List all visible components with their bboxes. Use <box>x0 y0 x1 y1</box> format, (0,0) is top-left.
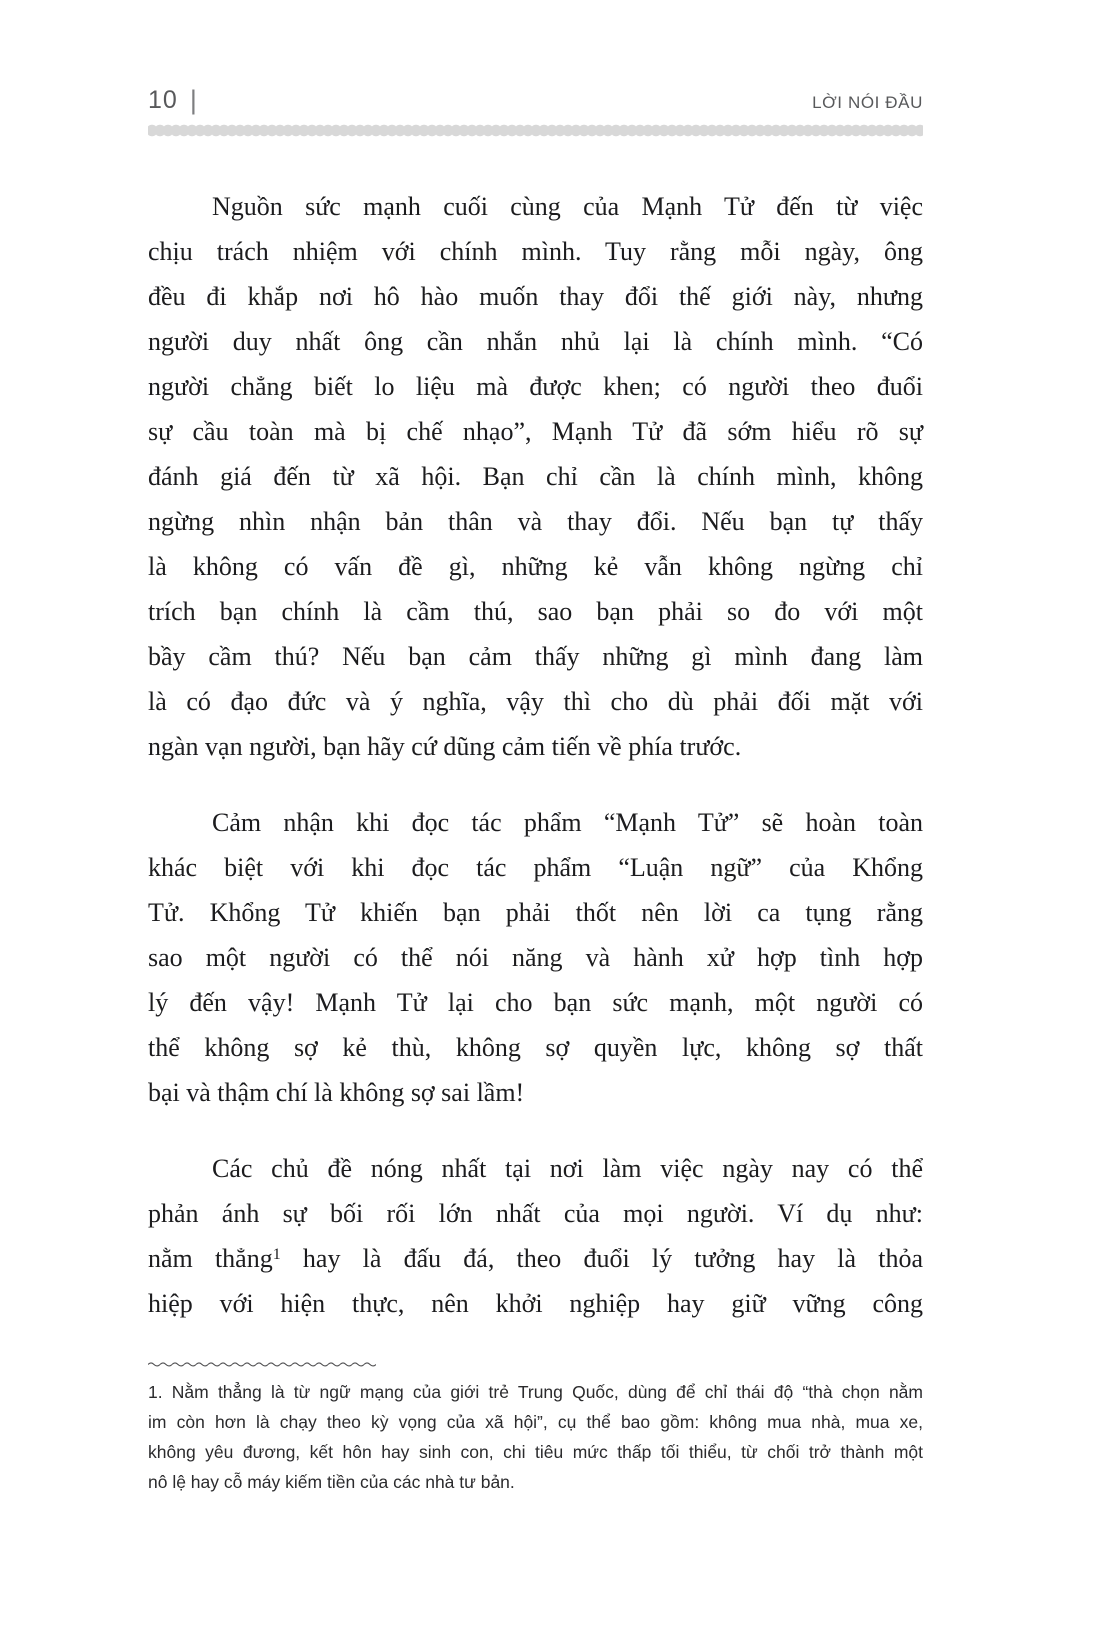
text-line: bại và thậm chí là không sợ sai lầm! <box>148 1078 525 1107</box>
text-line: lý đến vậy! Mạnh Tử lại cho bạn sức mạnh, một người có <box>148 988 923 1017</box>
text-line: sao một người có thể nói năng và hành xử hợp tình hợp <box>148 943 923 972</box>
text-line: là có đạo đức và ý nghĩa, vậy thì cho dù phải đối mặt với <box>148 687 923 716</box>
text-line: Các chủ đề nóng nhất tại nơi làm việc ngày nay có thể <box>212 1154 923 1183</box>
footnote-line: không yêu đương, kết hôn hay sinh con, chi tiêu mức thấp tối thiểu, từ chối trở thành một <box>148 1442 923 1462</box>
text-line: phản ánh sự bối rối lớn nhất của mọi người. Ví dụ như: <box>148 1199 923 1228</box>
text-line: Tử. Khổng Tử khiến bạn phải thốt nên lời ca tụng rằng <box>148 898 923 927</box>
running-header <box>148 0 923 115</box>
body-text <box>148 137 923 1326</box>
footnote-line: 1. Nằm thẳng là từ ngữ mạng của giới trẻ Trung Quốc, dùng để chỉ thái độ “thà chọn nằm <box>148 1382 923 1402</box>
page-number <box>148 84 198 115</box>
text-line: đánh giá đến từ xã hội. Bạn chỉ cần là chính mình, không <box>148 462 923 491</box>
page-number-value: 10 <box>148 86 178 114</box>
header-scallop-band <box>148 124 923 137</box>
page-number-divider: | <box>189 85 198 115</box>
paragraph <box>148 1146 923 1326</box>
text-line: đều đi khắp nơi hô hào muốn thay đổi thế giới này, nhưng <box>148 282 923 311</box>
paragraph <box>148 184 923 769</box>
footnote-line: im còn hơn là chạy theo kỳ vọng của xã hội”, cụ thể bao gồm: không mua nhà, mua xe, <box>148 1412 923 1432</box>
text-line: trích bạn chính là cầm thú, sao bạn phải so đo với một <box>148 597 923 626</box>
text-line: người chẳng biết lo liệu mà được khen; có người theo đuổi <box>148 372 923 401</box>
text-line: sự cầu toàn mà bị chế nhạo”, Mạnh Tử đã sớm hiểu rõ sự <box>148 417 923 446</box>
text-line: chịu trách nhiệm với chính mình. Tuy rằng mỗi ngày, ông <box>148 237 923 266</box>
text-segment: nằm thẳng <box>148 1244 273 1273</box>
text-line: bầy cầm thú? Nếu bạn cảm thấy những gì mình đang làm <box>148 642 923 671</box>
text-line: người duy nhất ông cần nhắn nhủ lại là chính mình. “Có <box>148 327 923 356</box>
footnote-line: nô lệ hay cỗ máy kiếm tiền của các nhà tư bản. <box>148 1472 515 1492</box>
text-line: là không có vấn đề gì, những kẻ vẫn không ngừng chỉ <box>148 552 923 581</box>
running-title: LỜI NÓI ĐẦU <box>812 93 923 112</box>
text-line: ngừng nhìn nhận bản thân và thay đổi. Nếu bạn tự thấy <box>148 507 923 536</box>
text-line: thể không sợ kẻ thù, không sợ quyền lực, không sợ thất <box>148 1033 923 1062</box>
text-line: Cảm nhận khi đọc tác phẩm “Mạnh Tử” sẽ hoàn toàn <box>212 808 923 837</box>
text-line: khác biệt với khi đọc tác phẩm “Luận ngữ” của Khổng <box>148 853 923 882</box>
footnote <box>148 1377 923 1497</box>
text-line: ngàn vạn người, bạn hãy cứ dũng cảm tiến về phía trước. <box>148 732 742 761</box>
footnote-area <box>148 1360 923 1497</box>
text-line <box>148 1236 923 1281</box>
footnote-wavy-separator <box>148 1360 376 1368</box>
footnote-reference-marker: 1 <box>272 1246 281 1263</box>
text-line: Nguồn sức mạnh cuối cùng của Mạnh Tử đến từ việc <box>212 192 923 221</box>
paragraph <box>148 800 923 1115</box>
text-line: hiệp với hiện thực, nên khởi nghiệp hay giữ vững công <box>148 1289 923 1318</box>
text-segment: hay là đấu đá, theo đuổi lý tưởng hay là thỏa <box>280 1244 923 1273</box>
